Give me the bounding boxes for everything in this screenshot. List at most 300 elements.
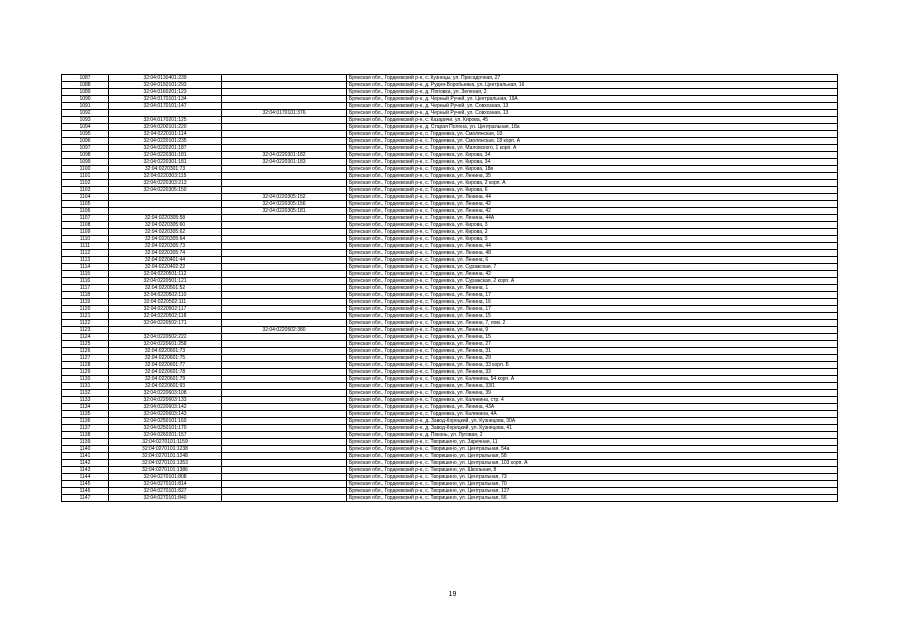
address-cell: Брянская обл., Гордеевский р-н, с. Гордеевка, ул. Ленина, 44А	[347, 215, 838, 222]
row-number-cell: 1115	[62, 271, 109, 278]
table-body	[62, 75, 838, 502]
row-number-cell: 1118	[62, 292, 109, 299]
table-row	[62, 250, 838, 257]
cadastral-number-cell	[109, 201, 222, 208]
cadastral-number-cell: 32:04:0220502:171	[109, 320, 222, 327]
cadastral-number-cell: 32:04:0270101:1353	[109, 460, 222, 467]
cadastral-number-cell: 32:04:0220502:110	[109, 292, 222, 299]
cadastral-number-cell: 32:04:0220601:77	[109, 362, 222, 369]
cadastral-number-cell: 32:04:0250101:170	[109, 425, 222, 432]
cadastral-number-cell: 32:04:0220305:73	[109, 243, 222, 250]
table-row	[62, 131, 838, 138]
address-cell: Брянская обл., Гордеевский р-н, с. Гордеевка, ул. Ленина, 39	[347, 390, 838, 397]
related-cadastral-number-cell: 32:04:0220301:183	[222, 159, 347, 166]
table-row	[62, 397, 838, 404]
related-cadastral-number-cell	[222, 250, 347, 257]
table-row	[62, 348, 838, 355]
related-cadastral-number-cell	[222, 89, 347, 96]
row-number-cell: 1112	[62, 250, 109, 257]
address-cell: Брянская обл., Гордеевский р-н, с. Творишино, ул. Центральная, 103 корп. А	[347, 460, 838, 467]
cadastral-number-cell: 32:04:0220305:58	[109, 215, 222, 222]
address-cell: Брянская обл., Гордеевский р-н, с. Гордеевка, ул. Калинина, 54 корп. А	[347, 376, 838, 383]
address-cell: Брянская обл., Гордеевский р-н, д. Черный Ручей, ул. Совхозная, 13	[347, 110, 838, 117]
row-number-cell: 1128	[62, 362, 109, 369]
related-cadastral-number-cell	[222, 453, 347, 460]
cadastral-number-cell: 32:04:0220601:75	[109, 355, 222, 362]
row-number-cell: 1119	[62, 299, 109, 306]
table-row	[62, 103, 838, 110]
table-row	[62, 187, 838, 194]
table-row	[62, 467, 838, 474]
address-cell: Брянская обл., Гордеевский р-н, с. Гордеевка, ул. Ленина, 6	[347, 257, 838, 264]
row-number-cell: 1105	[62, 201, 109, 208]
cadastral-number-cell: 32:04:0250101:169	[109, 418, 222, 425]
address-cell: Брянская обл., Гордеевский р-н, с. Гордеевка, ул. Ленина, 1	[347, 285, 838, 292]
table-row	[62, 278, 838, 285]
related-cadastral-number-cell	[222, 222, 347, 229]
table-row	[62, 110, 838, 117]
address-cell: Брянская обл., Гордеевский р-н, с. Казаричи, ул. Кирова, 45	[347, 117, 838, 124]
property-table	[61, 74, 838, 502]
cadastral-number-cell: 32:04:0220303:213	[109, 180, 222, 187]
table-row	[62, 145, 838, 152]
table-row	[62, 376, 838, 383]
page-number: 19	[448, 591, 457, 598]
table-row	[62, 257, 838, 264]
row-number-cell: 1103	[62, 187, 109, 194]
cadastral-number-cell: 32:04:0270101:1248	[109, 453, 222, 460]
row-number-cell: 1146	[62, 488, 109, 495]
address-cell: Брянская обл., Гордеевский р-н, д. Рудня-Воробьевка, ул. Центральная, 16	[347, 82, 838, 89]
table-row	[62, 299, 838, 306]
cadastral-number-cell: 32:04:0220601:258	[109, 341, 222, 348]
cadastral-number-cell: 32:04:0220305:150	[109, 187, 222, 194]
address-cell: Брянская обл., Гордеевский р-н, с. Гордеевка, ул. Кирова, 2 корп. А	[347, 180, 838, 187]
cadastral-number-cell: 32:04:0220101:114	[109, 131, 222, 138]
related-cadastral-number-cell	[222, 320, 347, 327]
related-cadastral-number-cell	[222, 236, 347, 243]
related-cadastral-number-cell	[222, 215, 347, 222]
row-number-cell: 1109	[62, 229, 109, 236]
table-row	[62, 383, 838, 390]
row-number-cell: 1094	[62, 124, 109, 131]
row-number-cell: 1124	[62, 334, 109, 341]
related-cadastral-number-cell	[222, 411, 347, 418]
address-cell: Брянская обл., Гордеевский р-н, с. Гордеевка, ул. Кирова, 3	[347, 222, 838, 229]
address-cell: Брянская обл., Гордеевский р-н, с. Гордеевка, ул. Ленина, 44	[347, 243, 838, 250]
row-number-cell: 1136	[62, 418, 109, 425]
table-row	[62, 334, 838, 341]
cadastral-number-cell: 32:04:0150101:293	[109, 82, 222, 89]
cadastral-number-cell: 32:04:0270101:814	[109, 481, 222, 488]
related-cadastral-number-cell	[222, 341, 347, 348]
table-row	[62, 89, 838, 96]
address-cell: Брянская обл., Гордеевский р-н, с. Гордеевка, ул. Ленина, 33	[347, 369, 838, 376]
cadastral-number-cell: 32:04:0270101:1238	[109, 446, 222, 453]
related-cadastral-number-cell	[222, 460, 347, 467]
row-number-cell: 1130	[62, 376, 109, 383]
table-row	[62, 75, 838, 82]
address-cell: Брянская обл., Гордеевский р-н, с. Гордеевка, ул. Ленина, 33 корп. Б	[347, 362, 838, 369]
related-cadastral-number-cell	[222, 425, 347, 432]
cadastral-number-cell: 32:04:0270101:1159	[109, 439, 222, 446]
table-row	[62, 495, 838, 502]
address-cell: Брянская обл., Гордеевский р-н, с. Гордеевка, ул. Ленина, 33/1	[347, 383, 838, 390]
table-row	[62, 82, 838, 89]
row-number-cell: 1104	[62, 194, 109, 201]
row-number-cell: 1098	[62, 152, 109, 159]
cadastral-number-cell: 32:04:0220502:118	[109, 313, 222, 320]
row-number-cell: 1100	[62, 166, 109, 173]
related-cadastral-number-cell	[222, 292, 347, 299]
row-number-cell: 1095	[62, 131, 109, 138]
related-cadastral-number-cell	[222, 376, 347, 383]
row-number-cell: 1117	[62, 285, 109, 292]
row-number-cell: 1147	[62, 495, 109, 502]
cadastral-number-cell: 32:04:0220601:78	[109, 369, 222, 376]
related-cadastral-number-cell	[222, 390, 347, 397]
table-row	[62, 159, 838, 166]
related-cadastral-number-cell	[222, 257, 347, 264]
table-row	[62, 201, 838, 208]
related-cadastral-number-cell	[222, 481, 347, 488]
related-cadastral-number-cell	[222, 82, 347, 89]
table-row	[62, 243, 838, 250]
row-number-cell: 1133	[62, 397, 109, 404]
cadastral-number-cell: 32:04:0270101:1386	[109, 467, 222, 474]
address-cell: Брянская обл., Гордеевский р-н, с. Творишино, ул. Центральная, 70	[347, 481, 838, 488]
table-row	[62, 460, 838, 467]
table-row	[62, 474, 838, 481]
row-number-cell: 1087	[62, 75, 109, 82]
address-cell: Брянская обл., Гордеевский р-н, с. Творишино, ул. Центральная, 127	[347, 488, 838, 495]
row-number-cell: 1122	[62, 320, 109, 327]
cadastral-number-cell: 32:04:0220305:74	[109, 250, 222, 257]
table-row	[62, 264, 838, 271]
cadastral-number-cell	[109, 110, 222, 117]
address-cell: Брянская обл., Гордеевский р-н, с. Гордеевка, ул. Суражская, 7	[347, 264, 838, 271]
address-cell: Брянская обл., Гордеевский р-н, с. Гордеевка, ул. Ленина, 42	[347, 271, 838, 278]
related-cadastral-number-cell	[222, 229, 347, 236]
address-cell: Брянская обл., Гордеевский р-н, д. Завод-Корецкий, ул. Кузнецова, 30А	[347, 418, 838, 425]
cadastral-number-cell	[109, 327, 222, 334]
address-cell: Брянская обл., Гордеевский р-н, с. Творишино, ул. Заречная, 11	[347, 439, 838, 446]
row-number-cell: 1134	[62, 404, 109, 411]
related-cadastral-number-cell	[222, 355, 347, 362]
row-number-cell: 1091	[62, 103, 109, 110]
related-cadastral-number-cell	[222, 474, 347, 481]
table-row	[62, 313, 838, 320]
cadastral-number-cell: 32:04:0220502:117	[109, 306, 222, 313]
table-row	[62, 320, 838, 327]
related-cadastral-number-cell: 32:04:0220502:380	[222, 327, 347, 334]
address-cell: Брянская обл., Гордеевский р-н, с. Гордеевка, ул. Ленина, 17	[347, 306, 838, 313]
table-row	[62, 208, 838, 215]
address-cell: Брянская обл., Гордеевский р-н, с. Гордеевка, ул. Кирова, 34	[347, 159, 838, 166]
address-cell: Брянская обл., Гордеевский р-н, с. Гордеевка, ул. Ленина, 16	[347, 299, 838, 306]
table-row	[62, 194, 838, 201]
related-cadastral-number-cell	[222, 313, 347, 320]
row-number-cell: 1135	[62, 411, 109, 418]
cadastral-number-cell: 32:04:0170201:125	[109, 117, 222, 124]
row-number-cell: 1111	[62, 243, 109, 250]
related-cadastral-number-cell	[222, 145, 347, 152]
row-number-cell: 1088	[62, 82, 109, 89]
table-row	[62, 327, 838, 334]
address-cell: Брянская обл., Гордеевский р-н, с. Гордеевка, ул. Ленина, 48	[347, 250, 838, 257]
related-cadastral-number-cell: 32:04:0220301:182	[222, 152, 347, 159]
table-row	[62, 173, 838, 180]
related-cadastral-number-cell	[222, 75, 347, 82]
related-cadastral-number-cell: 32:04:0220305:181	[222, 208, 347, 215]
address-cell: Брянская обл., Гордеевский р-н, с. Гордеевка, ул. Ленина, 15	[347, 334, 838, 341]
address-cell: Брянская обл., Гордеевский р-н, с. Гордеевка, ул. Кирова, 6	[347, 187, 838, 194]
address-cell: Брянская обл., Гордеевский р-н, с. Гордеевка, ул. Ленина, 7, пом. 2	[347, 320, 838, 327]
row-number-cell: 1144	[62, 474, 109, 481]
related-cadastral-number-cell	[222, 124, 347, 131]
related-cadastral-number-cell	[222, 334, 347, 341]
table-row	[62, 285, 838, 292]
row-number-cell: 1097	[62, 145, 109, 152]
address-cell: Брянская обл., Гордеевский р-н, д. Старая Полона, ул. Центральная, 18а	[347, 124, 838, 131]
row-number-cell: 1137	[62, 425, 109, 432]
related-cadastral-number-cell	[222, 418, 347, 425]
table-row	[62, 117, 838, 124]
cadastral-number-cell: 32:04:0220603:142	[109, 404, 222, 411]
row-number-cell: 1143	[62, 467, 109, 474]
address-cell: Брянская обл., Гордеевский р-н, д. Черный Ручей, ул. Совхозная, 13	[347, 103, 838, 110]
row-number-cell: 1099	[62, 159, 109, 166]
address-cell: Брянская обл., Гордеевский р-н, с. Гордеевка, ул. Ленина, 27	[347, 341, 838, 348]
address-cell: Брянская обл., Гордеевский р-н, с. Кузнецы, ул. Присадочная, 27	[347, 75, 838, 82]
address-cell: Брянская обл., Гордеевский р-н, с. Гордеевка, ул. Ленина, 44	[347, 194, 838, 201]
related-cadastral-number-cell	[222, 271, 347, 278]
cadastral-number-cell: 32:04:0220305:64	[109, 236, 222, 243]
table-row	[62, 488, 838, 495]
related-cadastral-number-cell	[222, 264, 347, 271]
cadastral-number-cell: 32:04:0220601:73	[109, 348, 222, 355]
related-cadastral-number-cell	[222, 173, 347, 180]
table-row	[62, 138, 838, 145]
related-cadastral-number-cell	[222, 187, 347, 194]
address-cell: Брянская обл., Гордеевский р-н, с. Гордеевка, ул. Ленина, 29	[347, 355, 838, 362]
address-cell: Брянская обл., Гордеевский р-н, с. Гордеевка, ул. Ленина, 17	[347, 292, 838, 299]
table-row	[62, 152, 838, 159]
cadastral-number-cell: 32:04:0260201:157	[109, 432, 222, 439]
cadastral-number-cell: 32:04:0220603:143	[109, 411, 222, 418]
row-number-cell: 1096	[62, 138, 109, 145]
related-cadastral-number-cell	[222, 103, 347, 110]
related-cadastral-number-cell: 32:04:0170101:376	[222, 110, 347, 117]
cadastral-number-cell: 32:04:0220501:121	[109, 278, 222, 285]
address-cell: Брянская обл., Гордеевский р-н, с. Творишино, ул. Центральная, 58	[347, 453, 838, 460]
related-cadastral-number-cell	[222, 306, 347, 313]
address-cell: Брянская обл., Гордеевский р-н, с. Гордеевка, ул. Кирова, 2	[347, 229, 838, 236]
address-cell: Брянская обл., Гордеевский р-н, с. Гордеевка, ул. Кирова, 34	[347, 152, 838, 159]
address-cell: Брянская обл., Гордеевский р-н, с. Творишино, ул. Центральная, 73	[347, 474, 838, 481]
table-row	[62, 271, 838, 278]
related-cadastral-number-cell	[222, 369, 347, 376]
row-number-cell: 1116	[62, 278, 109, 285]
cadastral-number-cell: 32:04:0220603:108	[109, 390, 222, 397]
table-row	[62, 390, 838, 397]
row-number-cell: 1107	[62, 215, 109, 222]
cadastral-number-cell: 32:04:0200101:220	[109, 124, 222, 131]
row-number-cell: 1138	[62, 432, 109, 439]
address-cell: Брянская обл., Гордеевский р-н, д. Поповка, ул. Зеленая, 2	[347, 89, 838, 96]
cadastral-number-cell: 32:04:0220201:187	[109, 145, 222, 152]
table-row	[62, 446, 838, 453]
related-cadastral-number-cell	[222, 278, 347, 285]
table-row	[62, 411, 838, 418]
table-row	[62, 222, 838, 229]
address-cell: Брянская обл., Гордеевский р-н, д. Черный Ручей, ул. Центральная, 19А	[347, 96, 838, 103]
address-cell: Брянская обл., Гордеевский р-н, с. Гордеевка, ул. Маловского, 1 корп. А	[347, 145, 838, 152]
address-cell: Брянская обл., Гордеевский р-н, с. Гордеевка, ул. Ленина, 35	[347, 173, 838, 180]
address-cell: Брянская обл., Гордеевский р-н, д. Завод-Корецкий, ул. Кузнецова, 41	[347, 425, 838, 432]
table-row	[62, 362, 838, 369]
row-number-cell: 1123	[62, 327, 109, 334]
cadastral-number-cell: 32:04:0170101:134	[109, 96, 222, 103]
row-number-cell: 1127	[62, 355, 109, 362]
table-row	[62, 369, 838, 376]
row-number-cell: 1102	[62, 180, 109, 187]
row-number-cell: 1140	[62, 446, 109, 453]
table-row	[62, 236, 838, 243]
cadastral-number-cell: 32:04:0270101:808	[109, 474, 222, 481]
related-cadastral-number-cell	[222, 180, 347, 187]
row-number-cell: 1090	[62, 96, 109, 103]
row-number-cell: 1101	[62, 173, 109, 180]
cadastral-number-cell: 32:04:0220101:235	[109, 138, 222, 145]
cadastral-number-cell: 32:04:0220305:62	[109, 229, 222, 236]
related-cadastral-number-cell	[222, 397, 347, 404]
row-number-cell: 1113	[62, 257, 109, 264]
row-number-cell: 1114	[62, 264, 109, 271]
address-cell: Брянская обл., Гордеевский р-н, с. Гордеевка, ул. Кирова, 3	[347, 236, 838, 243]
table-row	[62, 124, 838, 131]
table-row	[62, 355, 838, 362]
related-cadastral-number-cell	[222, 446, 347, 453]
table-row	[62, 404, 838, 411]
table-row	[62, 453, 838, 460]
cadastral-number-cell: 32:04:0220601:79	[109, 376, 222, 383]
row-number-cell: 1093	[62, 117, 109, 124]
related-cadastral-number-cell	[222, 96, 347, 103]
table-row	[62, 418, 838, 425]
address-cell: Брянская обл., Гордеевский р-н, с. Гордеевка, ул. Кирова, 18в	[347, 166, 838, 173]
related-cadastral-number-cell	[222, 348, 347, 355]
address-cell: Брянская обл., Гордеевский р-н, с. Гордеевка, ул. Калинина, стр. 4	[347, 397, 838, 404]
related-cadastral-number-cell	[222, 467, 347, 474]
cadastral-number-cell: 32:04:0220301:181	[109, 159, 222, 166]
row-number-cell: 1110	[62, 236, 109, 243]
cadastral-number-cell	[109, 194, 222, 201]
row-number-cell: 1092	[62, 110, 109, 117]
table-row	[62, 439, 838, 446]
address-cell: Брянская обл., Гордеевский р-н, с. Гордеевка, ул. Смолянская, 18	[347, 131, 838, 138]
table-row	[62, 481, 838, 488]
related-cadastral-number-cell	[222, 383, 347, 390]
table-row	[62, 96, 838, 103]
cadastral-number-cell: 32:04:0160201:123	[109, 89, 222, 96]
table-row	[62, 341, 838, 348]
table-row	[62, 229, 838, 236]
cadastral-number-cell: 32:04:0220401:44	[109, 257, 222, 264]
table-row	[62, 425, 838, 432]
related-cadastral-number-cell	[222, 285, 347, 292]
related-cadastral-number-cell	[222, 131, 347, 138]
related-cadastral-number-cell	[222, 243, 347, 250]
address-cell: Брянская обл., Гордеевский р-н, с. Творишино, ул. Школьная, 8	[347, 467, 838, 474]
row-number-cell: 1121	[62, 313, 109, 320]
cadastral-number-cell	[109, 208, 222, 215]
related-cadastral-number-cell	[222, 138, 347, 145]
related-cadastral-number-cell: 32:04:0220305:152	[222, 194, 347, 201]
table-row	[62, 432, 838, 439]
row-number-cell: 1145	[62, 481, 109, 488]
table-row	[62, 180, 838, 187]
related-cadastral-number-cell	[222, 439, 347, 446]
related-cadastral-number-cell	[222, 404, 347, 411]
cadastral-number-cell: 32:04:0220501:112	[109, 271, 222, 278]
table-row	[62, 292, 838, 299]
related-cadastral-number-cell	[222, 495, 347, 502]
cadastral-number-cell: 32:04:0220301:73	[109, 166, 222, 173]
related-cadastral-number-cell	[222, 299, 347, 306]
row-number-cell: 1129	[62, 369, 109, 376]
cadastral-number-cell: 32:04:0220301:181	[109, 152, 222, 159]
row-number-cell: 1106	[62, 208, 109, 215]
related-cadastral-number-cell	[222, 166, 347, 173]
address-cell: Брянская обл., Гордеевский р-н, с. Творишино, ул. Центральная, 54а	[347, 446, 838, 453]
row-number-cell: 1125	[62, 341, 109, 348]
related-cadastral-number-cell	[222, 362, 347, 369]
related-cadastral-number-cell	[222, 488, 347, 495]
cadastral-number-cell: 32:04:0220402:22	[109, 264, 222, 271]
address-cell: Брянская обл., Гордеевский р-н, д. Поконь, ул. Луговая, 2	[347, 432, 838, 439]
related-cadastral-number-cell: 32:04:0220305:156	[222, 201, 347, 208]
row-number-cell: 1139	[62, 439, 109, 446]
table-row	[62, 306, 838, 313]
row-number-cell: 1108	[62, 222, 109, 229]
table-row	[62, 215, 838, 222]
row-number-cell: 1120	[62, 306, 109, 313]
cadastral-number-cell: 32:04:0220501:52	[109, 285, 222, 292]
address-cell: Брянская обл., Гордеевский р-н, с. Гордеевка, ул. Ленина, 42	[347, 201, 838, 208]
address-cell: Брянская обл., Гордеевский р-н, с. Творишино, ул. Центральная, 56	[347, 495, 838, 502]
cadastral-number-cell: 32:04:0270101:827	[109, 488, 222, 495]
cadastral-number-cell: 32:04:0220305:60	[109, 222, 222, 229]
cadastral-number-cell: 32:04:0220303:115	[109, 173, 222, 180]
cadastral-number-cell: 32:04:0130401:239	[109, 75, 222, 82]
related-cadastral-number-cell	[222, 117, 347, 124]
cadastral-number-cell: 32:04:0220601:93	[109, 383, 222, 390]
address-cell: Брянская обл., Гордеевский р-н, с. Гордеевка, ул. Ленина, 9	[347, 327, 838, 334]
row-number-cell: 1126	[62, 348, 109, 355]
row-number-cell: 1142	[62, 460, 109, 467]
address-cell: Брянская обл., Гордеевский р-н, с. Гордеевка, ул. Ленина, 31	[347, 348, 838, 355]
related-cadastral-number-cell	[222, 432, 347, 439]
address-cell: Брянская обл., Гордеевский р-н, с. Гордеевка, ул. Ленина, 42	[347, 208, 838, 215]
cadastral-number-cell: 32:04:0220502:222	[109, 334, 222, 341]
row-number-cell: 1089	[62, 89, 109, 96]
row-number-cell: 1132	[62, 390, 109, 397]
table-row	[62, 166, 838, 173]
row-number-cell: 1131	[62, 383, 109, 390]
address-cell: Брянская обл., Гордеевский р-н, с. Гордеевка, ул. Смолянская, 18 корп. А	[347, 138, 838, 145]
address-cell: Брянская обл., Гордеевский р-н, с. Гордеевка, ул. Калинина, 4А	[347, 411, 838, 418]
